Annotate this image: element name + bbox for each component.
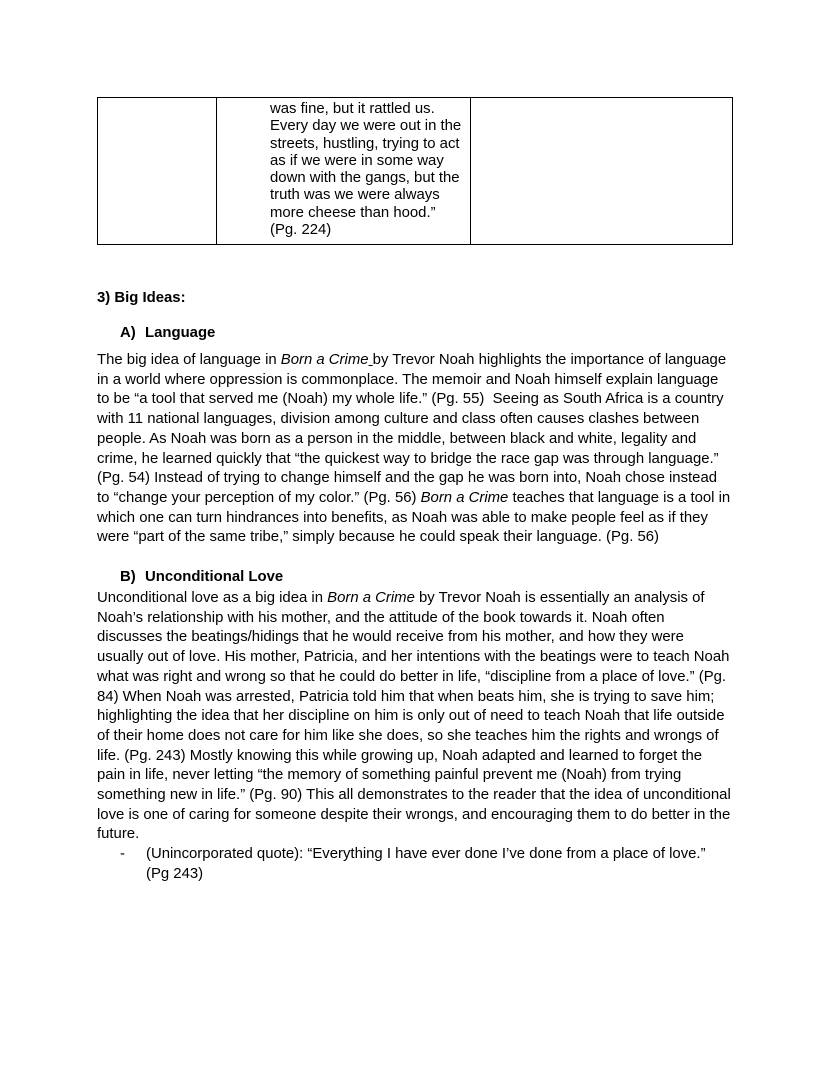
list-marker-a: A) [120, 325, 136, 341]
bullet-dash-marker: - [120, 846, 125, 863]
quote-continuation-text: was fine, but it rattled us. Every day we were out in the streets, hustling, trying to act as if we were in some way down with the gangs, but the truth was we were always more cheese than hood.” (Pg. 224) [270, 101, 466, 239]
big-ideas-heading: 3) Big Ideas: [97, 290, 186, 306]
quote-table [97, 97, 733, 245]
unconditional-love-paragraph: Unconditional love as a big idea in Born a Crime by Trevor Noah is essentially an analysis of Noah’s relationship with his mother, and the attitude of the book towards it. Noah often discusses the beatings/hidings that he would receive from his mother, and how they were usually out of love. His mother, Patricia, and her intentions with the beatings were to teach Noah what was right and wrong so that he could do better in life, “discipline from a place of love.” (Pg. 84) When Noah was arrested, Patricia told him that when beats him, she is trying to save him; highlighting the idea that her discipline on him is only out of need to teach Noah that life outside of their home does not care for him like she does, so she teaches him the rights and wrongs of life. (Pg. 243) Mostly knowing this while growing up, Noah adapted and learned to forget the pain in life, never letting “the memory of something painful prevent me (Noah) from trying something new in life.” (Pg. 90) This all demonstrates to the reader that the idea of unconditional love is one of caring for someone despite their wrongs, and encouraging them to do better in the future. [97, 590, 735, 843]
subsection-heading-unconditional-love [97, 567, 732, 587]
page-content [97, 97, 735, 885]
table-cell-empty-right [471, 98, 733, 245]
list-marker-b: B) [120, 569, 136, 586]
subsection-title-unconditional-love: Unconditional Love [145, 569, 284, 586]
subsection-heading-language [97, 323, 732, 343]
table-cell-quote [217, 98, 471, 245]
table-cell-empty-left [98, 98, 217, 245]
language-paragraph: The big idea of language in Born a Crime by Trevor Noah highlights the importance of language in a world where oppression is commonplace. The memoir and Noah himself explain language to be “a tool that served me (Noah) my whole life.” (Pg. 55) Seeing as South Africa is a country with 11 national languages, division among culture and class often causes clashes between people. As Noah was born as a person in the middle, between black and white, legality and crime, he learned quickly that “the quickest way to bridge the race gap was through language.” (Pg. 54) Instead of trying to change himself and the gap he was born into, Noah chose instead to “change your perception of my color.” (Pg. 56) Born a Crime teaches that language is a tool in which one can turn hindrances into benefits, as Noah was able to make people feel as if they were “part of the same tribe,” simply because he could speak their language. (Pg. 56) [97, 352, 735, 546]
table-row [98, 98, 733, 245]
unincorporated-quote-bullet [97, 845, 732, 884]
subsection-title-language: Language [145, 325, 216, 341]
bullet-text: (Unincorporated quote): “Everything I have ever done I’ve done from a place of love.” (Pg 243) [146, 846, 710, 882]
